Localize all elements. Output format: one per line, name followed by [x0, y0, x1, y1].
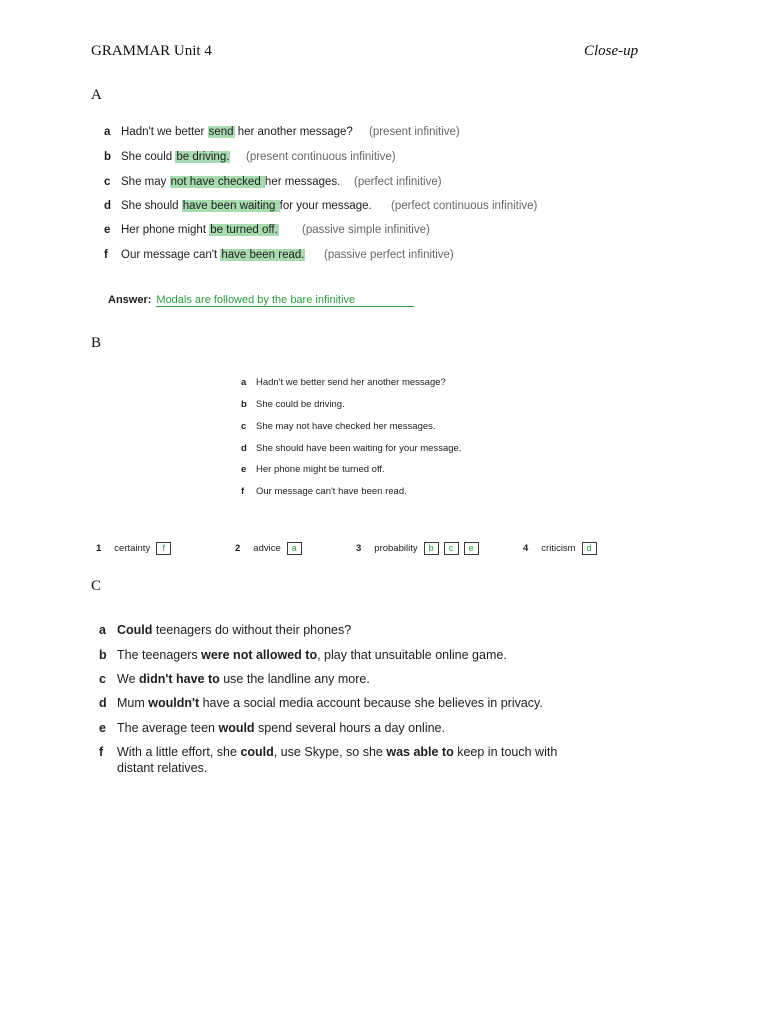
sentence-text: She could	[121, 151, 176, 163]
exercise-item	[241, 421, 541, 435]
highlighted-verb: have been waiting	[182, 200, 279, 212]
category-label: criticism	[541, 543, 576, 555]
sentence-text: use the landline any more.	[219, 672, 370, 686]
modal-verb: Could	[117, 623, 153, 637]
exercise-item	[104, 151, 664, 167]
highlighted-verb: not have checked	[170, 176, 264, 188]
category-number: 2	[235, 543, 241, 555]
item-sentence	[121, 200, 372, 212]
item-sentence: She should have been waiting for your message.	[256, 443, 462, 454]
item-letter: a	[241, 377, 247, 388]
answer-box: d	[582, 542, 597, 555]
sentence-text: The teenagers	[117, 648, 202, 662]
item-letter: e	[241, 464, 247, 475]
modal-verb: wouldn't	[148, 696, 200, 710]
infinitive-type-note: (perfect infinitive)	[354, 176, 442, 188]
item-sentence: She may not have checked her messages.	[256, 421, 436, 432]
exercise-item	[99, 672, 659, 690]
modal-verb: didn't have to	[139, 672, 220, 686]
header-title: GRAMMAR Unit 4	[91, 43, 212, 59]
exercise-item	[241, 486, 541, 500]
item-sentence	[121, 151, 230, 163]
exercise-item	[104, 126, 664, 142]
category-label: advice	[253, 543, 281, 555]
item-letter: b	[99, 648, 107, 662]
exercise-item	[104, 200, 664, 216]
answer-box: c	[444, 542, 459, 555]
sentence-text: She may	[121, 176, 170, 188]
item-letter: f	[241, 486, 245, 497]
modal-verb: could	[240, 745, 274, 759]
modal-verb: was able to	[386, 745, 454, 759]
highlighted-verb: send	[208, 126, 234, 138]
exercise-item	[99, 721, 659, 739]
item-letter: c	[104, 176, 111, 188]
item-letter: a	[104, 126, 111, 138]
item-sentence	[117, 745, 557, 759]
infinitive-type-note: (perfect continuous infinitive)	[391, 200, 538, 212]
sentence-text: , play that unsuitable online game.	[317, 648, 507, 662]
category-group	[523, 542, 602, 555]
sentence-text: have a social media account because she believes in privacy.	[199, 696, 543, 710]
sentence-text: Hadn't we better	[121, 126, 208, 138]
item-letter: e	[104, 224, 111, 236]
exercise-item	[104, 176, 664, 192]
highlighted-verb: have been read.	[221, 249, 305, 261]
item-sentence	[117, 696, 543, 710]
exercise-item	[241, 399, 541, 413]
sentence-text: The average teen	[117, 721, 219, 735]
item-sentence	[117, 672, 370, 686]
item-sentence	[121, 249, 305, 261]
infinitive-type-note: (passive simple infinitive)	[302, 224, 430, 236]
item-sentence	[121, 126, 353, 138]
category-number: 1	[96, 543, 102, 555]
exercise-item	[99, 648, 659, 666]
sentence-text: We	[117, 672, 139, 686]
sentence-text: , use Skype, so she	[273, 745, 387, 759]
exercise-item	[241, 377, 541, 391]
answer-box: e	[464, 542, 479, 555]
sentence-text: her another message?	[234, 126, 353, 138]
sentence-text: Her phone might	[121, 224, 210, 236]
header-book-title: Close-up	[584, 43, 639, 59]
item-letter: f	[99, 745, 104, 759]
category-number: 4	[523, 543, 529, 555]
item-sentence-continued: distant relatives.	[117, 761, 208, 775]
item-letter: e	[99, 721, 106, 735]
item-letter: d	[99, 696, 107, 710]
highlighted-verb: be driving.	[176, 151, 230, 163]
section-c-heading: C	[91, 578, 102, 594]
item-letter: d	[104, 200, 112, 212]
item-sentence: Her phone might be turned off.	[256, 464, 385, 475]
item-letter: b	[104, 151, 112, 163]
item-letter: a	[99, 623, 106, 637]
section-b-heading: B	[91, 335, 102, 351]
exercise-item	[99, 745, 659, 779]
highlighted-verb: be turned off.	[210, 224, 278, 236]
item-letter: b	[241, 399, 247, 410]
sentence-text: her messages.	[264, 176, 341, 188]
sentence-text: spend several hours a day online.	[254, 721, 445, 735]
answer-box: f	[156, 542, 171, 555]
infinitive-type-note: (passive perfect infinitive)	[324, 249, 454, 261]
item-letter: c	[241, 421, 247, 432]
exercise-item	[99, 696, 659, 714]
sentence-text: Our message can't	[121, 249, 221, 261]
item-sentence: She could be driving.	[256, 399, 345, 410]
exercise-item	[241, 443, 541, 457]
category-group	[235, 542, 307, 555]
section-a-heading: A	[91, 87, 102, 103]
item-sentence	[117, 648, 507, 662]
sentence-text: With a little effort, she	[117, 745, 241, 759]
category-label: certainty	[114, 543, 151, 555]
exercise-item	[241, 464, 541, 478]
sentence-text: teenagers do without their phones?	[152, 623, 352, 637]
item-sentence	[121, 224, 279, 236]
infinitive-type-note: (present infinitive)	[369, 126, 460, 138]
answer-line	[108, 294, 414, 307]
item-sentence: Our message can't have been read.	[256, 486, 407, 497]
exercise-item	[104, 249, 664, 265]
infinitive-type-note: (present continuous infinitive)	[246, 151, 396, 163]
sentence-text: keep in touch with	[453, 745, 558, 759]
item-sentence: Hadn't we better send her another message?	[256, 377, 446, 388]
sentence-text: Mum	[117, 696, 149, 710]
modal-verb: were not allowed to	[201, 648, 318, 662]
answer-text: Modals are followed by the bare infinitive	[156, 294, 414, 307]
modal-verb: would	[218, 721, 255, 735]
item-sentence	[117, 623, 351, 637]
answer-box: a	[287, 542, 302, 555]
item-letter: c	[99, 672, 106, 686]
item-sentence	[121, 176, 340, 188]
category-group	[96, 542, 176, 555]
category-label: probability	[374, 543, 418, 555]
exercise-item	[99, 623, 659, 641]
item-letter: d	[241, 443, 247, 454]
item-sentence	[117, 721, 445, 735]
sentence-text: She should	[121, 200, 182, 212]
answer-label: Answer:	[108, 294, 152, 306]
exercise-item	[104, 224, 664, 240]
sentence-text: for your message.	[279, 200, 372, 212]
category-number: 3	[356, 543, 362, 555]
item-letter: f	[104, 249, 108, 261]
category-group	[356, 542, 484, 555]
answer-box: b	[424, 542, 439, 555]
